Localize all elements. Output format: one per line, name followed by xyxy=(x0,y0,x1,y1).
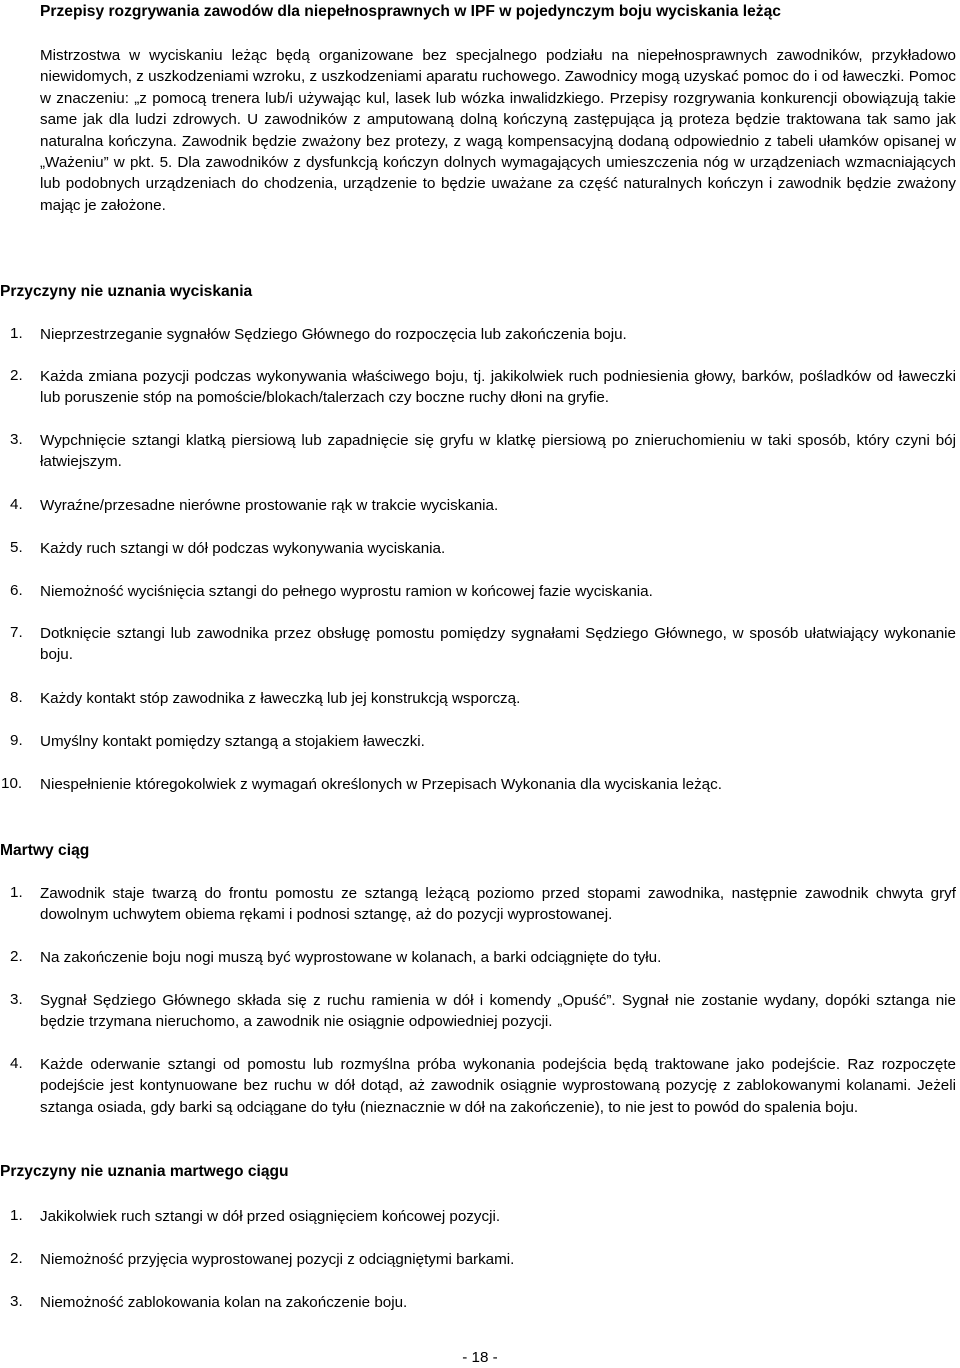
list-item-number: 3. xyxy=(10,431,23,448)
list-item-text: Każdy ruch sztangi w dół podczas wykonywania wyciskania. xyxy=(40,540,446,557)
list-item-number: 9. xyxy=(10,732,23,749)
list-item xyxy=(0,495,956,516)
list-item-text: Każdy kontakt stóp zawodnika z ławeczką lub jej konstrukcją wsporczą. xyxy=(40,690,521,707)
list-item xyxy=(0,1054,956,1118)
list-item-text: Nieprzestrzeganie sygnałów Sędziego Głównego do rozpoczęcia lub zakończenia boju. xyxy=(40,326,627,343)
list-item xyxy=(0,774,956,795)
list-item-text: Niemożność zablokowania kolan na zakończenie boju. xyxy=(40,1294,408,1311)
list-item-number: 7. xyxy=(10,624,23,641)
list-item xyxy=(0,430,956,473)
list-item-number: 3. xyxy=(10,1293,23,1310)
list-item-number: 5. xyxy=(10,539,23,556)
list-item-number: 8. xyxy=(10,689,23,706)
list-item-text: Umyślny kontakt pomiędzy sztangą a stojakiem ławeczki. xyxy=(40,733,425,750)
list-item-number: 2. xyxy=(10,948,23,965)
list-item xyxy=(0,947,956,968)
list-item-text: Zawodnik staje twarzą do frontu pomostu ze sztangą leżącą poziomo przed stopami zawodnika, następnie zawodnik chwyta gryf dowolnym uchwytem obiema rękami i podnosi sztangę, aż do pozycji wyprostowanej. xyxy=(40,885,956,924)
intro-paragraph: Mistrzostwa w wyciskaniu leżąc będą organizowane bez specjalnego podziału na niepełnosprawnych zawodników, przykładowo niewidomych, z uszkodzeniami wzroku, z uszkodzeniami aparatu ruchowego. Zawodnicy mogą uzyskać pomoc do i od ławeczki. Pomoc w znaczeniu: „z pomocą trenera lub/i używając kul, lasek lub wózka inwalidzkiego. Przepisy rozgrywania konkurencji obowiązują takie same jak dla ludzi zdrowych. U zawodników z amputowaną dolną kończyną zastępująca ją proteza będzie traktowana tak samo jak naturalna kończyna. Zawodnik będzie zważony bez protezy, z wagą kompensacyjną dodaną odpowiednio z tabeli ułamków opisanej w „Ważeniu” w pkt. 5. Dla zawodników z dysfunkcją kończyn dolnych wymagających umieszczenia nóg w urządzeniach wzmacniających lub podobnych urządzeniach do chodzenia, urządzenie to będzie uważane za część naturalnych kończyn i zawodnik będzie zważony mając je założone. xyxy=(40,47,956,214)
list-item-number: 4. xyxy=(10,1055,23,1072)
document-heading: Przepisy rozgrywania zawodów dla niepełnosprawnych w IPF w pojedynczym boju wyciskania leżąc xyxy=(40,3,781,20)
page-number: - 18 - xyxy=(462,1349,498,1366)
list-item-number: 3. xyxy=(10,991,23,1008)
list-item xyxy=(0,731,956,752)
list-item-text: Niemożność przyjęcia wyprostowanej pozycji z odciągniętymi barkami. xyxy=(40,1251,515,1268)
section-title-bench-faults: Przyczyny nie uznania wyciskania xyxy=(0,283,253,300)
list-item-text: Na zakończenie boju nogi muszą być wyprostowane w kolanach, a barki odciągnięte do tyłu. xyxy=(40,949,662,966)
section-title-deadlift: Martwy ciąg xyxy=(0,842,90,859)
section-title-deadlift-faults: Przyczyny nie uznania martwego ciągu xyxy=(0,1163,289,1180)
list-item xyxy=(0,1292,956,1313)
list-item-text: Jakikolwiek ruch sztangi w dół przed osiągnięciem końcowej pozycji. xyxy=(40,1208,501,1225)
list-item-text: Sygnał Sędziego Głównego składa się z ruchu ramienia w dół i komendy „Opuść”. Sygnał nie zostanie wydany, dopóki sztanga nie będzie trzymana nieruchomo, a zawodnik nie osiągnie odpowiedniej pozycji. xyxy=(40,992,956,1031)
list-item-text: Wypchnięcie sztangi klatką piersiową lub zapadnięcie się gryfu w klatkę piersiową po znieruchomieniu w taki sposób, który czyni bój łatwiejszym. xyxy=(40,432,956,471)
list-item-number: 1. xyxy=(10,1207,23,1224)
list-item xyxy=(0,990,956,1033)
list-item xyxy=(0,366,956,409)
list-item-number: 2. xyxy=(10,1250,23,1267)
list-item xyxy=(0,538,956,559)
list-item-number: 1. xyxy=(10,325,23,342)
list-item xyxy=(0,581,956,602)
list-item-text: Wyraźne/przesadne nierówne prostowanie rąk w trakcie wyciskania. xyxy=(40,497,499,514)
list-item xyxy=(0,623,956,666)
list-item-text: Niemożność wyciśnięcia sztangi do pełnego wyprostu ramion w końcowej fazie wyciskania. xyxy=(40,583,653,600)
list-item-text: Dotknięcie sztangi lub zawodnika przez obsługę pomostu pomiędzy sygnałami Sędziego Głównego, w sposób ułatwiający wykonanie boju. xyxy=(40,625,956,664)
list-item-number: 10. xyxy=(1,775,23,792)
list-item xyxy=(0,1206,956,1227)
list-item xyxy=(0,883,956,926)
list-item-text: Niespełnienie któregokolwiek z wymagań określonych w Przepisach Wykonania dla wyciskania leżąc. xyxy=(40,776,722,793)
list-item-text: Każde oderwanie sztangi od pomostu lub rozmyślna próba wykonania podejścia będą traktowane jako podejście. Raz rozpoczęte podejście jest kontynuowane bez ruchu w dół dotąd, aż zawodnik osiągnie wyprostowaną pozycję z zablokowanymi kolanami. Jeżeli sztanga osiada, gdy barki są odciągane do tyłu (nieznacznie w dół na zakończenie), to nie jest to powód do spalenia boju. xyxy=(40,1056,956,1116)
list-item-number: 6. xyxy=(10,582,23,599)
list-item xyxy=(0,688,956,709)
list-item-number: 4. xyxy=(10,496,23,513)
list-item-number: 2. xyxy=(10,367,23,384)
list-item-text: Każda zmiana pozycji podczas wykonywania właściwego boju, tj. jakikolwiek ruch podniesienia głowy, barków, pośladków od ławeczki lub poruszenie stóp na pomoście/blokach/talerzach czy boczne ruchy dłoni na gryfie. xyxy=(40,368,956,407)
list-item xyxy=(0,1249,956,1270)
list-item xyxy=(0,324,956,345)
list-item-number: 1. xyxy=(10,884,23,901)
